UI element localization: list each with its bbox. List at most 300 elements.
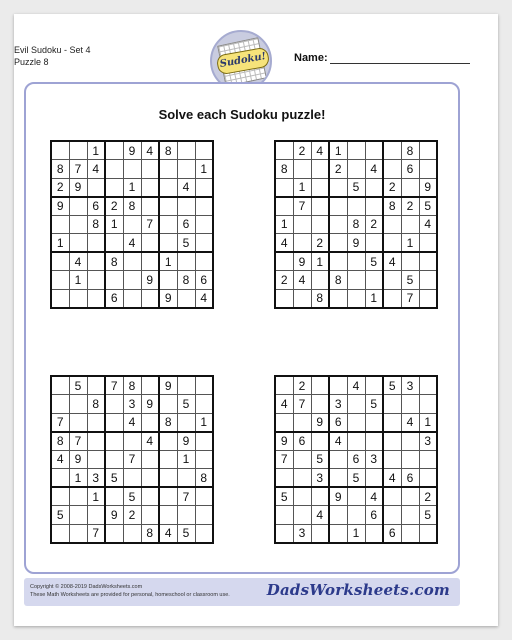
empty-cell — [195, 432, 213, 451]
given-cell: 4 — [311, 141, 329, 160]
given-cell: 3 — [329, 395, 347, 414]
empty-cell — [123, 271, 141, 290]
empty-cell — [275, 197, 293, 216]
empty-cell — [383, 413, 401, 432]
grid-row — [51, 376, 213, 395]
empty-cell — [311, 487, 329, 506]
worksheet-title: Evil Sudoku - Set 4 — [14, 45, 91, 55]
empty-cell — [293, 469, 311, 488]
empty-cell — [293, 289, 311, 308]
empty-cell — [293, 506, 311, 525]
given-cell: 9 — [177, 432, 195, 451]
given-cell: 9 — [69, 178, 87, 197]
empty-cell — [69, 413, 87, 432]
empty-cell — [141, 487, 159, 506]
puzzle-label: Puzzle 8 — [14, 57, 49, 67]
empty-cell — [159, 469, 177, 488]
brand-logo[interactable]: DadsWorksheets.com — [266, 581, 450, 599]
grid-row — [51, 215, 213, 234]
empty-cell — [177, 506, 195, 525]
empty-cell — [123, 160, 141, 179]
grid-row — [51, 160, 213, 179]
empty-cell — [177, 252, 195, 271]
given-cell: 8 — [105, 252, 123, 271]
empty-cell — [87, 413, 105, 432]
empty-cell — [159, 432, 177, 451]
given-cell: 4 — [383, 469, 401, 488]
given-cell: 1 — [195, 413, 213, 432]
empty-cell — [69, 215, 87, 234]
given-cell: 9 — [419, 178, 437, 197]
empty-cell — [311, 160, 329, 179]
empty-cell — [293, 413, 311, 432]
given-cell: 4 — [275, 234, 293, 253]
grid-row — [275, 271, 437, 290]
empty-cell — [195, 524, 213, 543]
given-cell: 6 — [347, 450, 365, 469]
empty-cell — [51, 469, 69, 488]
empty-cell — [87, 432, 105, 451]
grid-row — [275, 252, 437, 271]
empty-cell — [365, 524, 383, 543]
empty-cell — [105, 178, 123, 197]
empty-cell — [177, 141, 195, 160]
empty-cell — [87, 289, 105, 308]
grid-row — [51, 197, 213, 216]
given-cell: 1 — [365, 289, 383, 308]
empty-cell — [329, 215, 347, 234]
given-cell: 6 — [105, 289, 123, 308]
given-cell: 1 — [51, 234, 69, 253]
given-cell: 5 — [275, 487, 293, 506]
empty-cell — [419, 252, 437, 271]
name-line — [330, 52, 470, 64]
grid-row — [275, 234, 437, 253]
empty-cell — [401, 215, 419, 234]
empty-cell — [401, 450, 419, 469]
given-cell: 4 — [87, 160, 105, 179]
grid-row — [51, 252, 213, 271]
given-cell: 6 — [87, 197, 105, 216]
empty-cell — [419, 469, 437, 488]
empty-cell — [51, 395, 69, 414]
sudoku-grid-3 — [50, 375, 214, 544]
empty-cell — [141, 197, 159, 216]
grid-row — [51, 234, 213, 253]
empty-cell — [365, 141, 383, 160]
empty-cell — [69, 197, 87, 216]
given-cell: 7 — [69, 160, 87, 179]
given-cell: 3 — [293, 524, 311, 543]
given-cell: 7 — [293, 197, 311, 216]
empty-cell — [329, 178, 347, 197]
empty-cell — [311, 432, 329, 451]
grid-row — [51, 524, 213, 543]
given-cell: 1 — [69, 469, 87, 488]
empty-cell — [401, 432, 419, 451]
given-cell: 8 — [123, 197, 141, 216]
empty-cell — [177, 413, 195, 432]
empty-cell — [419, 271, 437, 290]
empty-cell — [419, 524, 437, 543]
given-cell: 3 — [311, 469, 329, 488]
empty-cell — [195, 395, 213, 414]
given-cell: 6 — [293, 432, 311, 451]
grid-row — [51, 395, 213, 414]
empty-cell — [141, 289, 159, 308]
grid-row — [51, 506, 213, 525]
given-cell: 4 — [383, 252, 401, 271]
empty-cell — [141, 234, 159, 253]
given-cell: 4 — [159, 524, 177, 543]
empty-cell — [123, 215, 141, 234]
given-cell: 2 — [401, 197, 419, 216]
empty-cell — [141, 506, 159, 525]
empty-cell — [141, 178, 159, 197]
given-cell: 9 — [141, 271, 159, 290]
given-cell: 6 — [177, 215, 195, 234]
given-cell: 7 — [105, 376, 123, 395]
empty-cell — [401, 178, 419, 197]
given-cell: 2 — [329, 160, 347, 179]
given-cell: 6 — [401, 160, 419, 179]
empty-cell — [311, 376, 329, 395]
empty-cell — [195, 376, 213, 395]
given-cell: 9 — [69, 450, 87, 469]
given-cell: 4 — [177, 178, 195, 197]
given-cell: 2 — [51, 178, 69, 197]
empty-cell — [275, 252, 293, 271]
given-cell: 9 — [293, 252, 311, 271]
given-cell: 1 — [419, 413, 437, 432]
grid-row — [51, 432, 213, 451]
given-cell: 4 — [311, 506, 329, 525]
given-cell: 8 — [383, 197, 401, 216]
given-cell: 8 — [51, 160, 69, 179]
grid-row — [275, 432, 437, 451]
grid-row — [51, 289, 213, 308]
given-cell: 8 — [195, 469, 213, 488]
empty-cell — [159, 395, 177, 414]
empty-cell — [365, 178, 383, 197]
given-cell: 4 — [419, 215, 437, 234]
empty-cell — [87, 450, 105, 469]
empty-cell — [105, 487, 123, 506]
empty-cell — [195, 141, 213, 160]
grid-row — [51, 413, 213, 432]
given-cell: 4 — [123, 413, 141, 432]
given-cell: 5 — [347, 469, 365, 488]
given-cell: 6 — [195, 271, 213, 290]
given-cell: 7 — [141, 215, 159, 234]
given-cell: 8 — [87, 395, 105, 414]
empty-cell — [159, 506, 177, 525]
empty-cell — [177, 376, 195, 395]
given-cell: 6 — [401, 469, 419, 488]
empty-cell — [159, 215, 177, 234]
empty-cell — [347, 197, 365, 216]
empty-cell — [105, 432, 123, 451]
empty-cell — [329, 524, 347, 543]
empty-cell — [159, 487, 177, 506]
empty-cell — [105, 413, 123, 432]
empty-cell — [419, 376, 437, 395]
given-cell: 1 — [195, 160, 213, 179]
empty-cell — [123, 524, 141, 543]
empty-cell — [105, 395, 123, 414]
empty-cell — [51, 487, 69, 506]
given-cell: 1 — [329, 141, 347, 160]
given-cell: 7 — [69, 432, 87, 451]
grid-row — [51, 469, 213, 488]
empty-cell — [123, 289, 141, 308]
empty-cell — [401, 506, 419, 525]
given-cell: 4 — [141, 141, 159, 160]
empty-cell — [419, 160, 437, 179]
given-cell: 7 — [275, 450, 293, 469]
empty-cell — [347, 271, 365, 290]
empty-cell — [311, 215, 329, 234]
grid-row — [51, 141, 213, 160]
given-cell: 2 — [293, 141, 311, 160]
empty-cell — [69, 234, 87, 253]
empty-cell — [365, 413, 383, 432]
grid-row — [275, 469, 437, 488]
given-cell: 8 — [329, 271, 347, 290]
grid-row — [275, 413, 437, 432]
given-cell: 5 — [123, 487, 141, 506]
given-cell: 1 — [401, 234, 419, 253]
given-cell: 3 — [365, 450, 383, 469]
given-cell: 1 — [275, 215, 293, 234]
grid-row — [275, 395, 437, 414]
grid-row — [275, 506, 437, 525]
given-cell: 1 — [311, 252, 329, 271]
empty-cell — [51, 252, 69, 271]
given-cell: 5 — [401, 271, 419, 290]
empty-cell — [105, 524, 123, 543]
given-cell: 1 — [87, 141, 105, 160]
given-cell: 9 — [105, 506, 123, 525]
empty-cell — [105, 450, 123, 469]
empty-cell — [293, 215, 311, 234]
empty-cell — [347, 395, 365, 414]
given-cell: 4 — [401, 413, 419, 432]
given-cell: 1 — [293, 178, 311, 197]
grid-row — [275, 160, 437, 179]
given-cell: 1 — [177, 450, 195, 469]
empty-cell — [195, 178, 213, 197]
empty-cell — [159, 271, 177, 290]
empty-cell — [123, 469, 141, 488]
empty-cell — [383, 395, 401, 414]
grid-row — [275, 197, 437, 216]
given-cell: 1 — [347, 524, 365, 543]
empty-cell — [347, 141, 365, 160]
empty-cell — [401, 524, 419, 543]
given-cell: 7 — [87, 524, 105, 543]
given-cell: 2 — [311, 234, 329, 253]
given-cell: 4 — [123, 234, 141, 253]
given-cell: 2 — [293, 376, 311, 395]
given-cell: 4 — [275, 395, 293, 414]
empty-cell — [275, 178, 293, 197]
grid-row — [275, 376, 437, 395]
given-cell: 7 — [293, 395, 311, 414]
empty-cell — [87, 506, 105, 525]
empty-cell — [383, 432, 401, 451]
sudoku-grid-4 — [274, 375, 438, 544]
empty-cell — [177, 197, 195, 216]
given-cell: 9 — [141, 395, 159, 414]
empty-cell — [69, 487, 87, 506]
empty-cell — [159, 178, 177, 197]
given-cell: 8 — [141, 524, 159, 543]
given-cell: 6 — [365, 506, 383, 525]
empty-cell — [401, 252, 419, 271]
logo-text: Sudoku! — [216, 47, 271, 76]
given-cell: 8 — [159, 141, 177, 160]
given-cell: 2 — [105, 197, 123, 216]
given-cell: 2 — [383, 178, 401, 197]
empty-cell — [311, 197, 329, 216]
given-cell: 5 — [69, 376, 87, 395]
given-cell: 8 — [177, 271, 195, 290]
empty-cell — [69, 506, 87, 525]
given-cell: 7 — [51, 413, 69, 432]
empty-cell — [383, 450, 401, 469]
grid-row — [275, 178, 437, 197]
sudoku-grid-2 — [274, 140, 438, 309]
given-cell: 1 — [87, 487, 105, 506]
empty-cell — [347, 487, 365, 506]
empty-cell — [87, 376, 105, 395]
empty-cell — [105, 271, 123, 290]
grid-row — [275, 141, 437, 160]
empty-cell — [383, 215, 401, 234]
given-cell: 3 — [401, 376, 419, 395]
given-cell: 4 — [293, 271, 311, 290]
empty-cell — [177, 289, 195, 308]
empty-cell — [383, 271, 401, 290]
given-cell: 5 — [383, 376, 401, 395]
empty-cell — [401, 487, 419, 506]
empty-cell — [347, 252, 365, 271]
empty-cell — [87, 178, 105, 197]
copyright-line-2: These Math Worksheets are provided for personal, homeschool or classroom use. — [30, 592, 230, 598]
given-cell: 1 — [159, 252, 177, 271]
given-cell: 5 — [51, 506, 69, 525]
given-cell: 7 — [401, 289, 419, 308]
empty-cell — [87, 252, 105, 271]
empty-cell — [329, 234, 347, 253]
empty-cell — [365, 469, 383, 488]
empty-cell — [141, 413, 159, 432]
footer-band — [24, 578, 460, 606]
given-cell: 1 — [123, 178, 141, 197]
empty-cell — [159, 234, 177, 253]
empty-cell — [195, 487, 213, 506]
given-cell: 9 — [159, 376, 177, 395]
empty-cell — [419, 395, 437, 414]
given-cell: 9 — [275, 432, 293, 451]
empty-cell — [141, 450, 159, 469]
empty-cell — [69, 524, 87, 543]
empty-cell — [419, 450, 437, 469]
empty-cell — [275, 289, 293, 308]
given-cell: 2 — [365, 215, 383, 234]
given-cell: 4 — [365, 487, 383, 506]
empty-cell — [311, 178, 329, 197]
empty-cell — [195, 252, 213, 271]
given-cell: 3 — [419, 432, 437, 451]
given-cell: 4 — [347, 376, 365, 395]
empty-cell — [51, 524, 69, 543]
empty-cell — [383, 141, 401, 160]
grid-row — [51, 271, 213, 290]
sudoku-grid-1 — [50, 140, 214, 309]
given-cell: 6 — [383, 524, 401, 543]
empty-cell — [347, 432, 365, 451]
given-cell: 8 — [347, 215, 365, 234]
given-cell: 8 — [87, 215, 105, 234]
given-cell: 1 — [105, 215, 123, 234]
empty-cell — [383, 487, 401, 506]
given-cell: 9 — [329, 487, 347, 506]
given-cell: 3 — [123, 395, 141, 414]
given-cell: 5 — [177, 524, 195, 543]
grid-row — [275, 215, 437, 234]
empty-cell — [51, 141, 69, 160]
empty-cell — [123, 252, 141, 271]
given-cell: 4 — [51, 450, 69, 469]
empty-cell — [141, 469, 159, 488]
empty-cell — [419, 141, 437, 160]
empty-cell — [105, 234, 123, 253]
given-cell: 5 — [311, 450, 329, 469]
given-cell: 4 — [69, 252, 87, 271]
given-cell: 8 — [311, 289, 329, 308]
given-cell: 5 — [347, 178, 365, 197]
grid-row — [275, 450, 437, 469]
empty-cell — [311, 271, 329, 290]
empty-cell — [293, 487, 311, 506]
empty-cell — [383, 506, 401, 525]
empty-cell — [293, 234, 311, 253]
given-cell: 7 — [177, 487, 195, 506]
name-label: Name: — [294, 52, 328, 64]
empty-cell — [159, 450, 177, 469]
given-cell: 8 — [123, 376, 141, 395]
given-cell: 9 — [51, 197, 69, 216]
empty-cell — [159, 197, 177, 216]
instructions-title: Solve each Sudoku puzzle! — [158, 107, 326, 122]
empty-cell — [365, 271, 383, 290]
empty-cell — [69, 141, 87, 160]
given-cell: 5 — [365, 252, 383, 271]
empty-cell — [195, 506, 213, 525]
grid-row — [51, 487, 213, 506]
given-cell: 8 — [275, 160, 293, 179]
name-field — [294, 52, 470, 64]
empty-cell — [51, 289, 69, 308]
empty-cell — [383, 160, 401, 179]
grid-row — [275, 487, 437, 506]
empty-cell — [177, 160, 195, 179]
empty-cell — [275, 413, 293, 432]
empty-cell — [159, 160, 177, 179]
empty-cell — [365, 432, 383, 451]
